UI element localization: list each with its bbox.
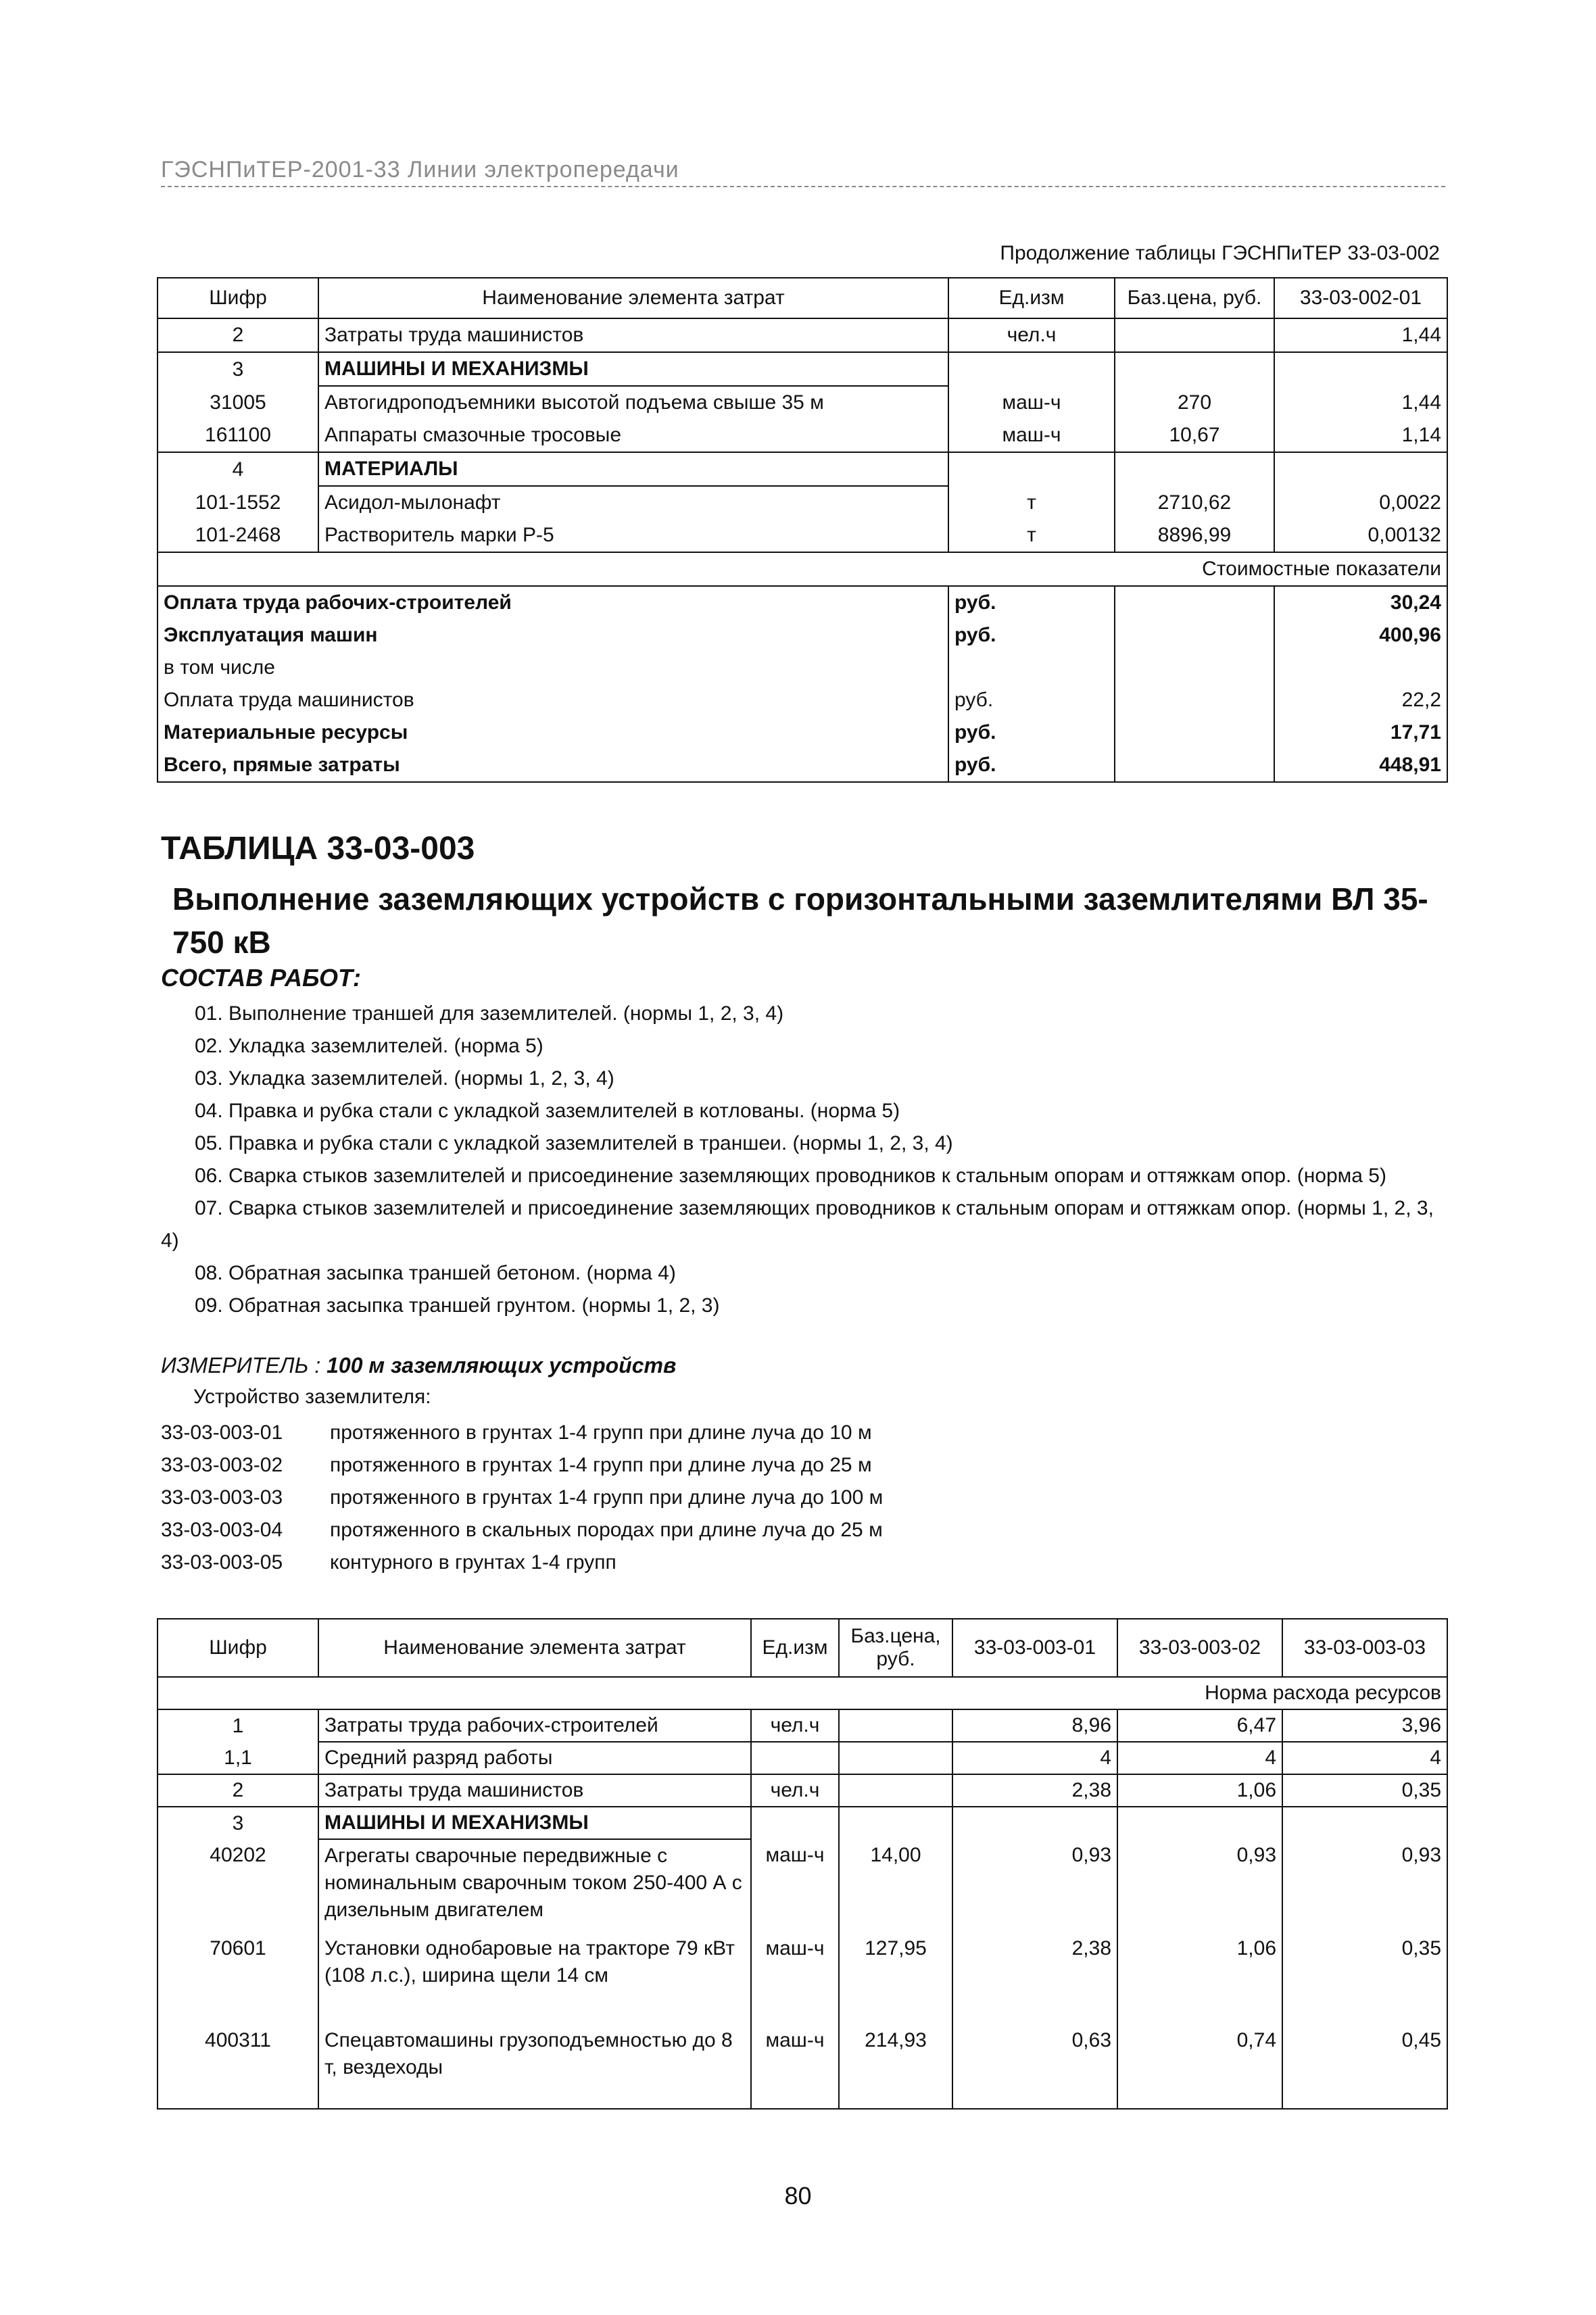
row-price: [1115, 318, 1274, 352]
row-value: 0,0022: [1274, 486, 1447, 519]
row-value-3: 3,96: [1282, 1709, 1447, 1742]
table-header-row: [158, 1619, 1447, 1677]
row-price: [1115, 352, 1274, 386]
cost-unit: руб.: [948, 716, 1115, 749]
cost-name: Оплата труда рабочих-строителей: [158, 586, 948, 619]
row-price: 2710,62: [1115, 486, 1274, 519]
cost-row: [158, 749, 1447, 782]
row-value: [1274, 352, 1447, 386]
row-value-1: 4: [952, 1742, 1117, 1774]
device-caption: Устройство заземлителя:: [193, 1386, 431, 1408]
row-code: 161100: [158, 419, 318, 452]
table-row: [158, 419, 1447, 452]
row-name: МАШИНЫ И МЕХАНИЗМЫ: [318, 352, 948, 386]
cost-caption: Стоимостные показатели: [158, 552, 1447, 586]
row-price: 14,00: [839, 1839, 952, 1932]
norm-code: 33-03-003-05: [161, 1551, 283, 1574]
cost-name: Оплата труда машинистов: [158, 684, 948, 716]
row-unit: маш-ч: [751, 1839, 839, 1932]
header-code: Шифр: [158, 278, 318, 318]
cost-value: 30,24: [1274, 586, 1447, 619]
row-unit: т: [948, 519, 1115, 552]
resource-table-33-03-003: [157, 1618, 1448, 2110]
row-value-3: [1282, 1807, 1447, 1839]
measurement-unit: [161, 1353, 676, 1378]
norm-code: 33-03-003-04: [161, 1519, 283, 1541]
norm-code: 33-03-003-02: [161, 1454, 283, 1476]
norm-code: 33-03-003-01: [161, 1421, 283, 1444]
row-unit: маш-ч: [751, 2024, 839, 2109]
row-code: 1: [158, 1709, 318, 1742]
row-name: Растворитель марки Р-5: [318, 519, 948, 552]
row-value-2: 0,93: [1117, 1839, 1282, 1932]
row-value: 1,14: [1274, 419, 1447, 452]
cost-caption-row: [158, 552, 1447, 586]
row-name: Затраты труда машинистов: [318, 1774, 751, 1807]
cost-unit: руб.: [948, 749, 1115, 782]
table-row: [158, 1774, 1447, 1807]
table-row: [158, 386, 1447, 419]
cost-value: 17,71: [1274, 716, 1447, 749]
cost-value: 400,96: [1274, 619, 1447, 652]
continuation-caption: Продолжение таблицы ГЭСНПиТЕР 33-03-002: [1000, 242, 1440, 264]
header-code: Шифр: [158, 1619, 318, 1677]
row-name: Затраты труда рабочих-строителей: [318, 1709, 751, 1742]
cost-name: в том числе: [158, 652, 948, 684]
cost-name: Эксплуатация машин: [158, 619, 948, 652]
row-value-3: 4: [1282, 1742, 1447, 1774]
table-row: [158, 1742, 1447, 1774]
work-item: 04. Правка и рубка стали с укладкой заземлителей в котлованы. (норма 5): [195, 1100, 900, 1122]
row-price: [839, 1742, 952, 1774]
table-row: [158, 1807, 1447, 1839]
row-value: [1274, 452, 1447, 486]
row-unit: [948, 452, 1115, 486]
row-unit: маш-ч: [948, 419, 1115, 452]
cost-value: 448,91: [1274, 749, 1447, 782]
row-unit: чел.ч: [751, 1709, 839, 1742]
norm-desc: протяженного в грунтах 1-4 групп при длине луча до 100 м: [330, 1486, 884, 1509]
norm-desc: протяженного в грунтах 1-4 групп при длине луча до 10 м: [330, 1421, 872, 1444]
cost-price: [1115, 684, 1274, 716]
header-unit: Ед.изм: [751, 1619, 839, 1677]
work-item: 01. Выполнение траншей для заземлителей. (нормы 1, 2, 3, 4): [195, 1002, 784, 1025]
row-price: [839, 1709, 952, 1742]
table-name: Выполнение заземляющих устройств с горизонтальными заземлителями ВЛ 35-750 кВ: [172, 881, 1428, 960]
header-unit: Ед.изм: [948, 278, 1115, 318]
works-list: [161, 998, 1445, 1322]
running-header: ГЭСНПиТЕР-2001-33 Линии электропередачи: [161, 157, 1445, 187]
row-name: Спецавтомашины грузоподъемностью до 8 т, вездеходы: [318, 2024, 751, 2109]
row-value-1: 0,93: [952, 1839, 1117, 1932]
cost-unit: [948, 652, 1115, 684]
norm-code: 33-03-003-03: [161, 1486, 283, 1509]
header-name: Наименование элемента затрат: [318, 1619, 751, 1677]
row-value-3: 0,93: [1282, 1839, 1447, 1932]
norms-list: [161, 1417, 883, 1579]
row-name: Агрегаты сварочные передвижные с номинальным сварочным током 250-400 А с дизельным двигателем: [318, 1839, 751, 1932]
row-price: [839, 1807, 952, 1839]
row-unit: чел.ч: [751, 1774, 839, 1807]
norm-desc: протяженного в скальных породах при длине луча до 25 м: [330, 1519, 883, 1541]
header-name: Наименование элемента затрат: [318, 278, 948, 318]
cost-name: Всего, прямые затраты: [158, 749, 948, 782]
norm-caption-row: [158, 1677, 1447, 1709]
row-price: 214,93: [839, 2024, 952, 2109]
row-code: 3: [158, 1807, 318, 1839]
resource-table-33-03-002: [157, 277, 1448, 783]
norm-item: [161, 1417, 883, 1449]
row-value: 0,00132: [1274, 519, 1447, 552]
cost-price: [1115, 619, 1274, 652]
work-item: 09. Обратная засыпка траншей грунтом. (нормы 1, 2, 3): [195, 1294, 720, 1317]
cost-unit: руб.: [948, 684, 1115, 716]
cost-row: [158, 586, 1447, 619]
row-code: 4: [158, 452, 318, 486]
row-code: 101-2468: [158, 519, 318, 552]
header-price: Баз.цена, руб.: [1115, 278, 1274, 318]
norm-caption: Норма расхода ресурсов: [158, 1677, 1447, 1709]
norm-desc: протяженного в грунтах 1-4 групп при длине луча до 25 м: [330, 1454, 872, 1476]
row-name: МАТЕРИАЛЫ: [318, 452, 948, 486]
table-row: [158, 318, 1447, 352]
row-unit: т: [948, 486, 1115, 519]
row-value: 1,44: [1274, 318, 1447, 352]
table-row: [158, 519, 1447, 552]
row-price: [1115, 452, 1274, 486]
row-value-1: 2,38: [952, 1774, 1117, 1807]
row-unit: [751, 1742, 839, 1774]
table-row: [158, 1839, 1447, 1932]
table-row: [158, 352, 1447, 386]
row-value-3: 0,45: [1282, 2024, 1447, 2109]
row-price: 10,67: [1115, 419, 1274, 452]
table-row: [158, 1932, 1447, 2024]
header-norm: 33-03-002-01: [1274, 278, 1447, 318]
work-item: 08. Обратная засыпка траншей бетоном. (норма 4): [195, 1262, 676, 1284]
row-name: МАШИНЫ И МЕХАНИЗМЫ: [318, 1807, 751, 1839]
row-value-1: 2,38: [952, 1932, 1117, 2024]
row-unit: чел.ч: [948, 318, 1115, 352]
header-price: Баз.цена, руб.: [839, 1619, 952, 1677]
row-name: Затраты труда машинистов: [318, 318, 948, 352]
header-norm-1: 33-03-003-01: [952, 1619, 1117, 1677]
norm-desc: контурного в грунтах 1-4 групп: [330, 1551, 616, 1574]
norm-item: [161, 1514, 883, 1546]
cost-row: [158, 684, 1447, 716]
row-value-1: 0,63: [952, 2024, 1117, 2109]
page-number: 80: [784, 2182, 812, 2210]
measurement-label: ИЗМЕРИТЕЛЬ :: [161, 1353, 321, 1378]
row-unit: маш-ч: [751, 1932, 839, 2024]
row-price: 8896,99: [1115, 519, 1274, 552]
table-title: ТАБЛИЦА 33-03-003: [161, 831, 475, 867]
row-price: [839, 1774, 952, 1807]
header-norm-3: 33-03-003-03: [1282, 1619, 1447, 1677]
row-code: 101-1552: [158, 486, 318, 519]
row-code: 31005: [158, 386, 318, 419]
norm-item: [161, 1449, 883, 1482]
row-value-2: 1,06: [1117, 1932, 1282, 2024]
row-value-2: 0,74: [1117, 2024, 1282, 2109]
row-value-1: 8,96: [952, 1709, 1117, 1742]
row-code: 400311: [158, 2024, 318, 2109]
row-code: 1,1: [158, 1742, 318, 1774]
cost-unit: руб.: [948, 586, 1115, 619]
row-value-2: [1117, 1807, 1282, 1839]
row-unit: [751, 1807, 839, 1839]
row-unit: [948, 352, 1115, 386]
row-value: 1,44: [1274, 386, 1447, 419]
cost-price: [1115, 586, 1274, 619]
row-name: Аппараты смазочные тросовые: [318, 419, 948, 452]
row-name: Установки однобаровые на тракторе 79 кВт (108 л.с.), ширина щели 14 см: [318, 1932, 751, 2024]
row-code: 3: [158, 352, 318, 386]
cost-row: [158, 652, 1447, 684]
row-value-1: [952, 1807, 1117, 1839]
cost-value: 22,2: [1274, 684, 1447, 716]
header-norm-2: 33-03-003-02: [1117, 1619, 1282, 1677]
work-item: 05. Правка и рубка стали с укладкой заземлителей в траншеи. (нормы 1, 2, 3, 4): [195, 1132, 953, 1154]
cost-price: [1115, 716, 1274, 749]
norm-item: [161, 1482, 883, 1514]
table-row: [158, 486, 1447, 519]
row-value-3: 0,35: [1282, 1932, 1447, 2024]
norm-item: [161, 1546, 883, 1579]
table-header-row: [158, 278, 1447, 318]
row-code: 70601: [158, 1932, 318, 2024]
row-code: 2: [158, 318, 318, 352]
row-name: Автогидроподъемники высотой подъема свыше 35 м: [318, 386, 948, 419]
cost-price: [1115, 749, 1274, 782]
cost-value: [1274, 652, 1447, 684]
row-value-2: 4: [1117, 1742, 1282, 1774]
table-row: [158, 2024, 1447, 2109]
row-code: 40202: [158, 1839, 318, 1932]
table-row: [158, 452, 1447, 486]
row-name: Средний разряд работы: [318, 1742, 751, 1774]
work-item: 02. Укладка заземлителей. (норма 5): [195, 1035, 543, 1057]
cost-row: [158, 716, 1447, 749]
row-value-2: 1,06: [1117, 1774, 1282, 1807]
row-price: 127,95: [839, 1932, 952, 2024]
row-value-3: 0,35: [1282, 1774, 1447, 1807]
cost-unit: руб.: [948, 619, 1115, 652]
row-unit: маш-ч: [948, 386, 1115, 419]
table-row: [158, 1709, 1447, 1742]
work-item: 03. Укладка заземлителей. (нормы 1, 2, 3, 4): [195, 1067, 614, 1090]
works-label: СОСТАВ РАБОТ:: [161, 964, 361, 992]
cost-name: Материальные ресурсы: [158, 716, 948, 749]
cost-price: [1115, 652, 1274, 684]
work-item: 07. Сварка стыков заземлителей и присоединение заземляющих проводников к стальным опорам и оттяжкам опор. (нормы 1, 2, 3, 4): [161, 1197, 1434, 1252]
row-value-2: 6,47: [1117, 1709, 1282, 1742]
work-item: 06. Сварка стыков заземлителей и присоединение заземляющих проводников к стальным опорам и оттяжкам опор. (норма 5): [195, 1165, 1386, 1187]
row-code: 2: [158, 1774, 318, 1807]
row-price: 270: [1115, 386, 1274, 419]
measurement-value: 100 м заземляющих устройств: [327, 1353, 677, 1378]
cost-row: [158, 619, 1447, 652]
row-name: Асидол-мылонафт: [318, 486, 948, 519]
